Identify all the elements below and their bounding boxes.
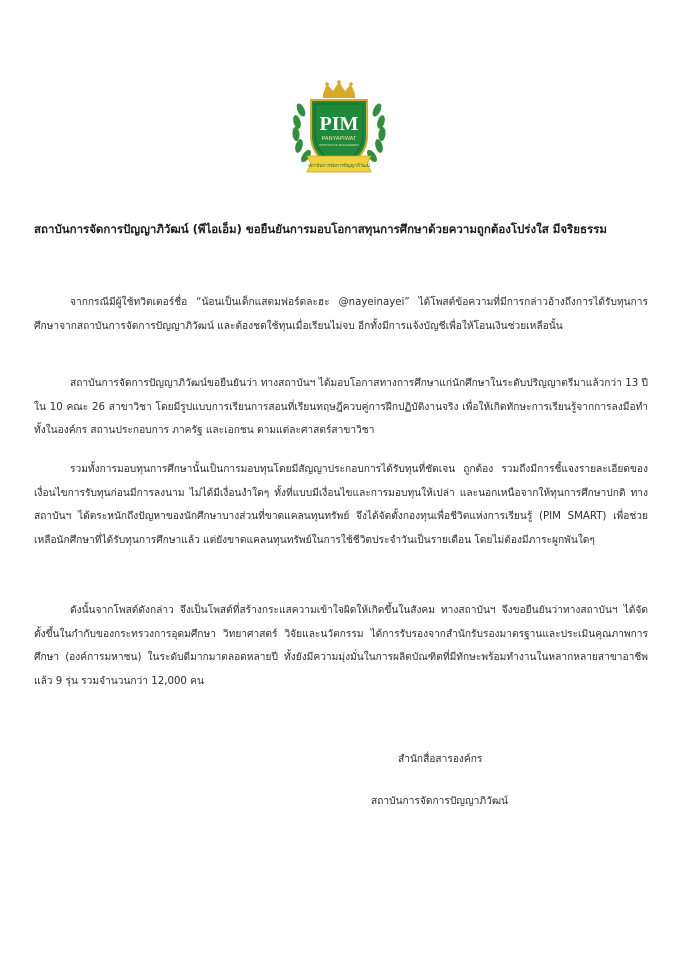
logo-subtext: PANYAPIWAT <box>321 136 357 142</box>
logo-small-text: INSTITUTE OF MANAGEMENT <box>319 143 359 147</box>
paragraph-2: สถาบันการจัดการปัญญาภิวัฒน์ขอยืนยันว่า ทางสถาบันฯ ได้มอบโอกาสทางการศึกษาแก่นักศึกษาในระดับปริญญาตรีมาแล้วกว่า 13 ปี ใน 10 คณะ 26 สาขาวิชา โดยมีรูปแบบการเรียนการสอนที่เรียนทฤษฎีควบคู่การฝึกปฏิบัติงานจริง เพื่อให้เกิดทักษะการเรียนรู้จากการลงมือทำ ทั้งในองค์กร สถานประกอบการ ภาครัฐ และเอกชน ตามแต่ละศาสตร์สาขาวิชา <box>34 378 648 436</box>
signature-office: สำนักสื่อสารองค์กร <box>398 754 483 765</box>
paragraph-4: ดังนั้นจากโพสต์ดังกล่าว จึงเป็นโพสต์ที่สร้างกระแสความเข้าใจผิดให้เกิดขึ้นในสังคม ทางสถาบันฯ จึงขอยืนยันว่าทางสถาบันฯ ได้จัดตั้งขึ้นในกำกับของกระทรวงการอุดมศึกษา วิทยาศาสตร์ วิจัยและนวัตกรรม ได้การรับรองจากสำนักรับรองมาตรฐานและประเมินคุณภาพการศึกษา (องค์การมหาชน) ในระดับดีมากมาตลอดหลายปี ทั้งยังมีความมุ่งมั่นในการผลิตบัณฑิตที่มีทักษะพร้อมทำงานในหลากหลายสาขาอาชีพแล้ว 9 รุ่น รวมจำนวนกว่า 12,000 คน <box>34 605 648 687</box>
logo-ribbon-text: สถาบันการจัดการปัญญาภิวัฒน์ <box>308 164 370 169</box>
document-title: สถาบันการจัดการปัญญาภิวัฒน์ (พีไอเอ็ม) ขอยืนยันการมอบโอกาสทุนการศึกษาด้วยความถูกต้องโปร่งใส มีจริยธรรม <box>34 222 607 236</box>
logo-text: PIM <box>319 113 359 135</box>
pim-logo <box>287 80 391 180</box>
pim-shield-icon <box>287 80 391 180</box>
paragraph-1: จากกรณีมีผู้ใช้ทวิตเตอร์ชื่อ “น้อนเป็นเด็กแสตมฟอร์ดละฮะ @nayeinayei” ได้โพสต์ข้อความที่มีการกล่าวอ้างถึงการได้รับทุนการศึกษาจากสถาบันการจัดการปัญญาภิวัฒน์ และต้องชดใช้ทุนเมื่อเรียนไม่จบ อีกทั้งมีการแจ้งบัญชีเพื่อให้โอนเงินช่วยเหลือนั้น <box>34 297 648 332</box>
signature-institution: สถาบันการจัดการปัญญาภิวัฒน์ <box>371 796 508 807</box>
paragraph-3: รวมทั้งการมอบทุนการศึกษานั้นเป็นการมอบทุนโดยมีสัญญาประกอบการได้รับทุนที่ชัดเจน ถูกต้อง รวมถึงมีการชี้แจงรายละเอียดของเงื่อนไขการรับทุนก่อนมีการลงนาม ไม่ได้มีเงื่อนงำใดๆ ทั้งที่แบบมีเงื่อนไขและการมอบทุนให้เปล่า และนอกเหนือจากให้ทุนการศึกษาปกติ ทางสถาบันฯ ได้ตระหนักถึงปัญหาของนักศึกษาบางส่วนที่ขาดแคลนทุนทรัพย์ จึงได้จัดตั้งกองทุนเพื่อชีวิตแห่งการเรียนรู้ (PIM SMART) เพื่อช่วยเหลือนักศึกษาที่ได้รับทุนการศึกษาแล้ว แต่ยังขาดแคลนทุนทรัพย์ในการใช้ชีวิตประจำวันเป็นรายเดือน โดยไม่ต้องมีภาระผูกพันใดๆ <box>34 464 648 546</box>
